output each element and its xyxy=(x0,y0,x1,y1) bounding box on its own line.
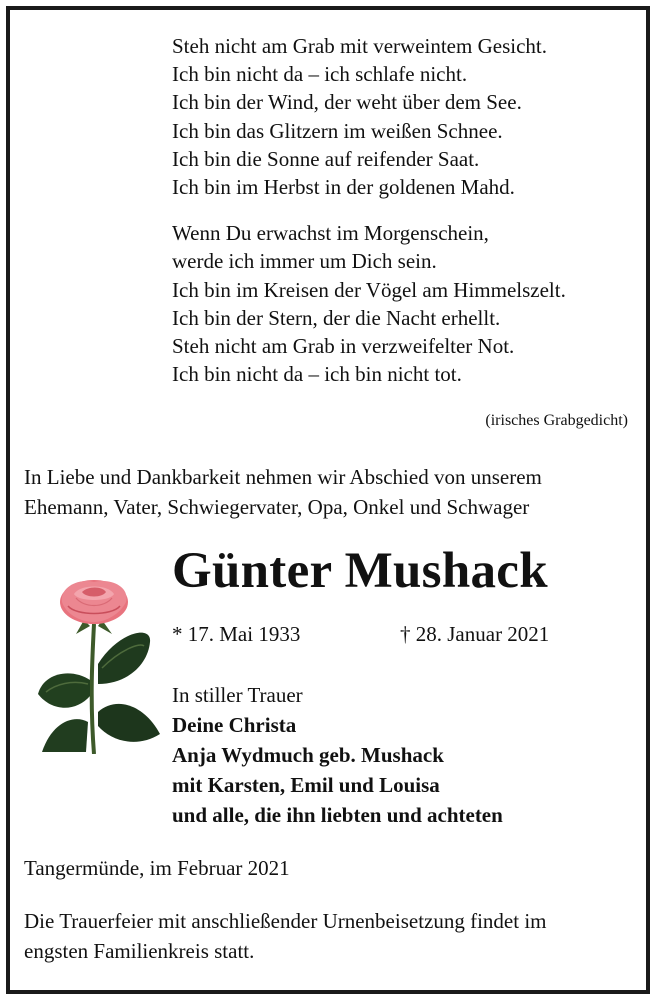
poem-line: Ich bin im Kreisen der Vögel am Himmelszelt. xyxy=(172,277,566,302)
funeral-note-line: Die Trauerfeier mit anschließender Urnenbeisetzung findet im xyxy=(24,909,547,933)
poem-line: Steh nicht am Grab mit verweintem Gesicht. xyxy=(172,34,547,58)
poem xyxy=(172,32,566,388)
poem-line: Steh nicht am Grab in verzweifelter Not. xyxy=(172,334,515,359)
birth-date: * 17. Mai 1933 xyxy=(172,622,301,646)
poem-source: (irisches Grabgedicht) xyxy=(485,412,628,429)
mourner-line: Deine Christa xyxy=(172,713,297,737)
mourner-line: und alle, die ihn liebten und achteten xyxy=(172,803,503,827)
poem-line: Ich bin das Glitzern im weißen Schnee. xyxy=(172,118,503,143)
mourner-line: mit Karsten, Emil und Louisa xyxy=(172,773,440,797)
mourners-heading: In stiller Trauer xyxy=(172,683,303,707)
poem-line: Ich bin nicht da – ich schlafe nicht. xyxy=(172,62,468,87)
deceased-name: Günter Mushack xyxy=(172,543,548,599)
rose-icon xyxy=(32,572,162,754)
poem-line: werde ich immer um Dich sein. xyxy=(172,249,437,274)
poem-line: Ich bin der Wind, der weht über dem See. xyxy=(172,90,522,115)
poem-line: Ich bin nicht da – ich bin nicht tot. xyxy=(172,362,462,387)
poem-stanza-1 xyxy=(172,32,566,201)
place-and-date: Tangermünde, im Februar 2021 xyxy=(24,856,290,880)
poem-stanza-2 xyxy=(172,219,566,388)
intro-line: In Liebe und Dankbarkeit nehmen wir Abschied von unserem xyxy=(24,465,542,489)
mourners-block xyxy=(172,680,503,830)
mourner-line: Anja Wydmuch geb. Mushack xyxy=(172,743,444,767)
poem-line: Ich bin die Sonne auf reifender Saat. xyxy=(172,146,480,171)
intro-text xyxy=(24,462,542,522)
death-date: † 28. Januar 2021 xyxy=(400,622,550,646)
poem-line: Ich bin im Herbst in der goldenen Mahd. xyxy=(172,175,515,200)
funeral-note-line: engsten Familienkreis statt. xyxy=(24,939,255,963)
poem-line: Wenn Du erwachst im Morgenschein, xyxy=(172,221,489,246)
obituary-notice xyxy=(6,6,650,994)
intro-line: Ehemann, Vater, Schwiegervater, Opa, Onkel und Schwager xyxy=(24,495,530,519)
funeral-note xyxy=(24,906,547,966)
poem-line: Ich bin der Stern, der die Nacht erhellt. xyxy=(172,305,501,330)
